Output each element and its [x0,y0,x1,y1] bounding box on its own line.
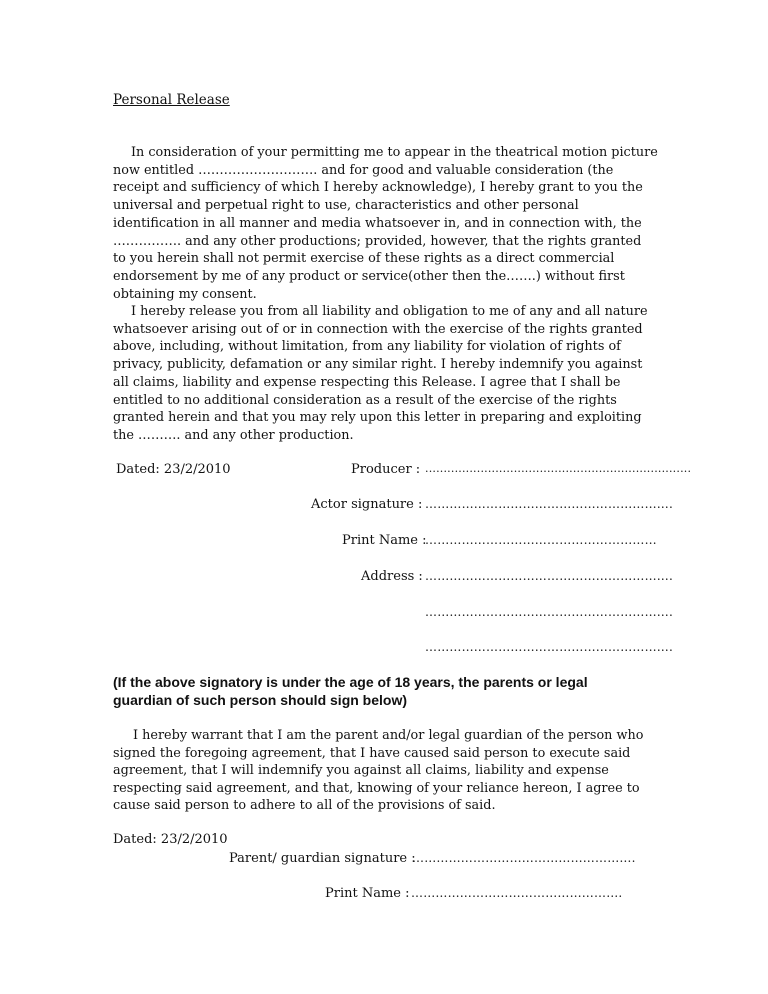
parent-signature-label: Parent/ guardian signature : [229,851,416,866]
producer-line: ........................................................................ [425,462,692,475]
guardian-warranty-paragraph: I hereby warrant that I am the parent and/or legal guardian of the person who signed the foregoing agreement, that I have caused said person to execute said agreement, that I will indemnify you against all claims, liability and expense respecting said agreement, and that, knowing of your reliance hereon, I agree to cause said person to adhere to all of the provisions of said. [113,728,644,813]
dated-2: Dated: 23/2/2010 [113,832,228,847]
print-name-line: ………………………………………………… [425,533,657,547]
parent-signature-line: ………………………………………………. [412,851,636,865]
consideration-paragraph: In consideration of your permitting me to appear in the theatrical motion picture now entitled ………………………. and for good and valuable consideration (the receipt and sufficiency of which I hereby acknowledge), I hereby grant to you the universal and perpetual right to use, characteristics and other personal identification in all manner and media whatsoever in, and in connection with, the ……………. and any other productions; provided, however, that the rights granted to you herein shall not permit exercise of these rights as a direct commercial endorsement by me of any product or service(other then the…….) without first obtaining my consent. [113,145,658,302]
actor-signature-label: Actor signature : [311,497,423,512]
actor-signature-line: ……………………………………………………. [425,497,674,511]
print-name-label: Print Name : [342,533,427,548]
dated-1: Dated: 23/2/2010 [116,462,231,477]
page-title: Personal Release [113,92,230,108]
release-paragraph: I hereby release you from all liability and obligation to me of any and all nature whatsoever arising out of or in connection with the exercise of the rights granted above, including, without limitation, from any liability for violation of rights of privacy, publicity, defamation or any similar right. I hereby indemnify you against all claims, liability and expense respecting this Release. I agree that I shall be entitled to no additional consideration as a result of the exercise of the rights granted herein and that you may rely upon this letter in preparing and exploiting the ………. and any other production. [113,304,648,443]
address-label: Address : [361,569,423,584]
address-line-1: ……………………………………………………. [425,569,674,583]
guardian-print-name-line: ……………………………………………. [411,886,623,900]
minor-notice: (If the above signatory is under the age of 18 years, the parents or legal guardian of such person should sign below) [113,674,588,708]
address-line-3: ……………………………………………………. [425,640,674,654]
address-line-2: ……………………………………………………. [425,605,674,619]
producer-label: Producer : [351,462,421,477]
guardian-print-name-label: Print Name : [325,886,410,901]
